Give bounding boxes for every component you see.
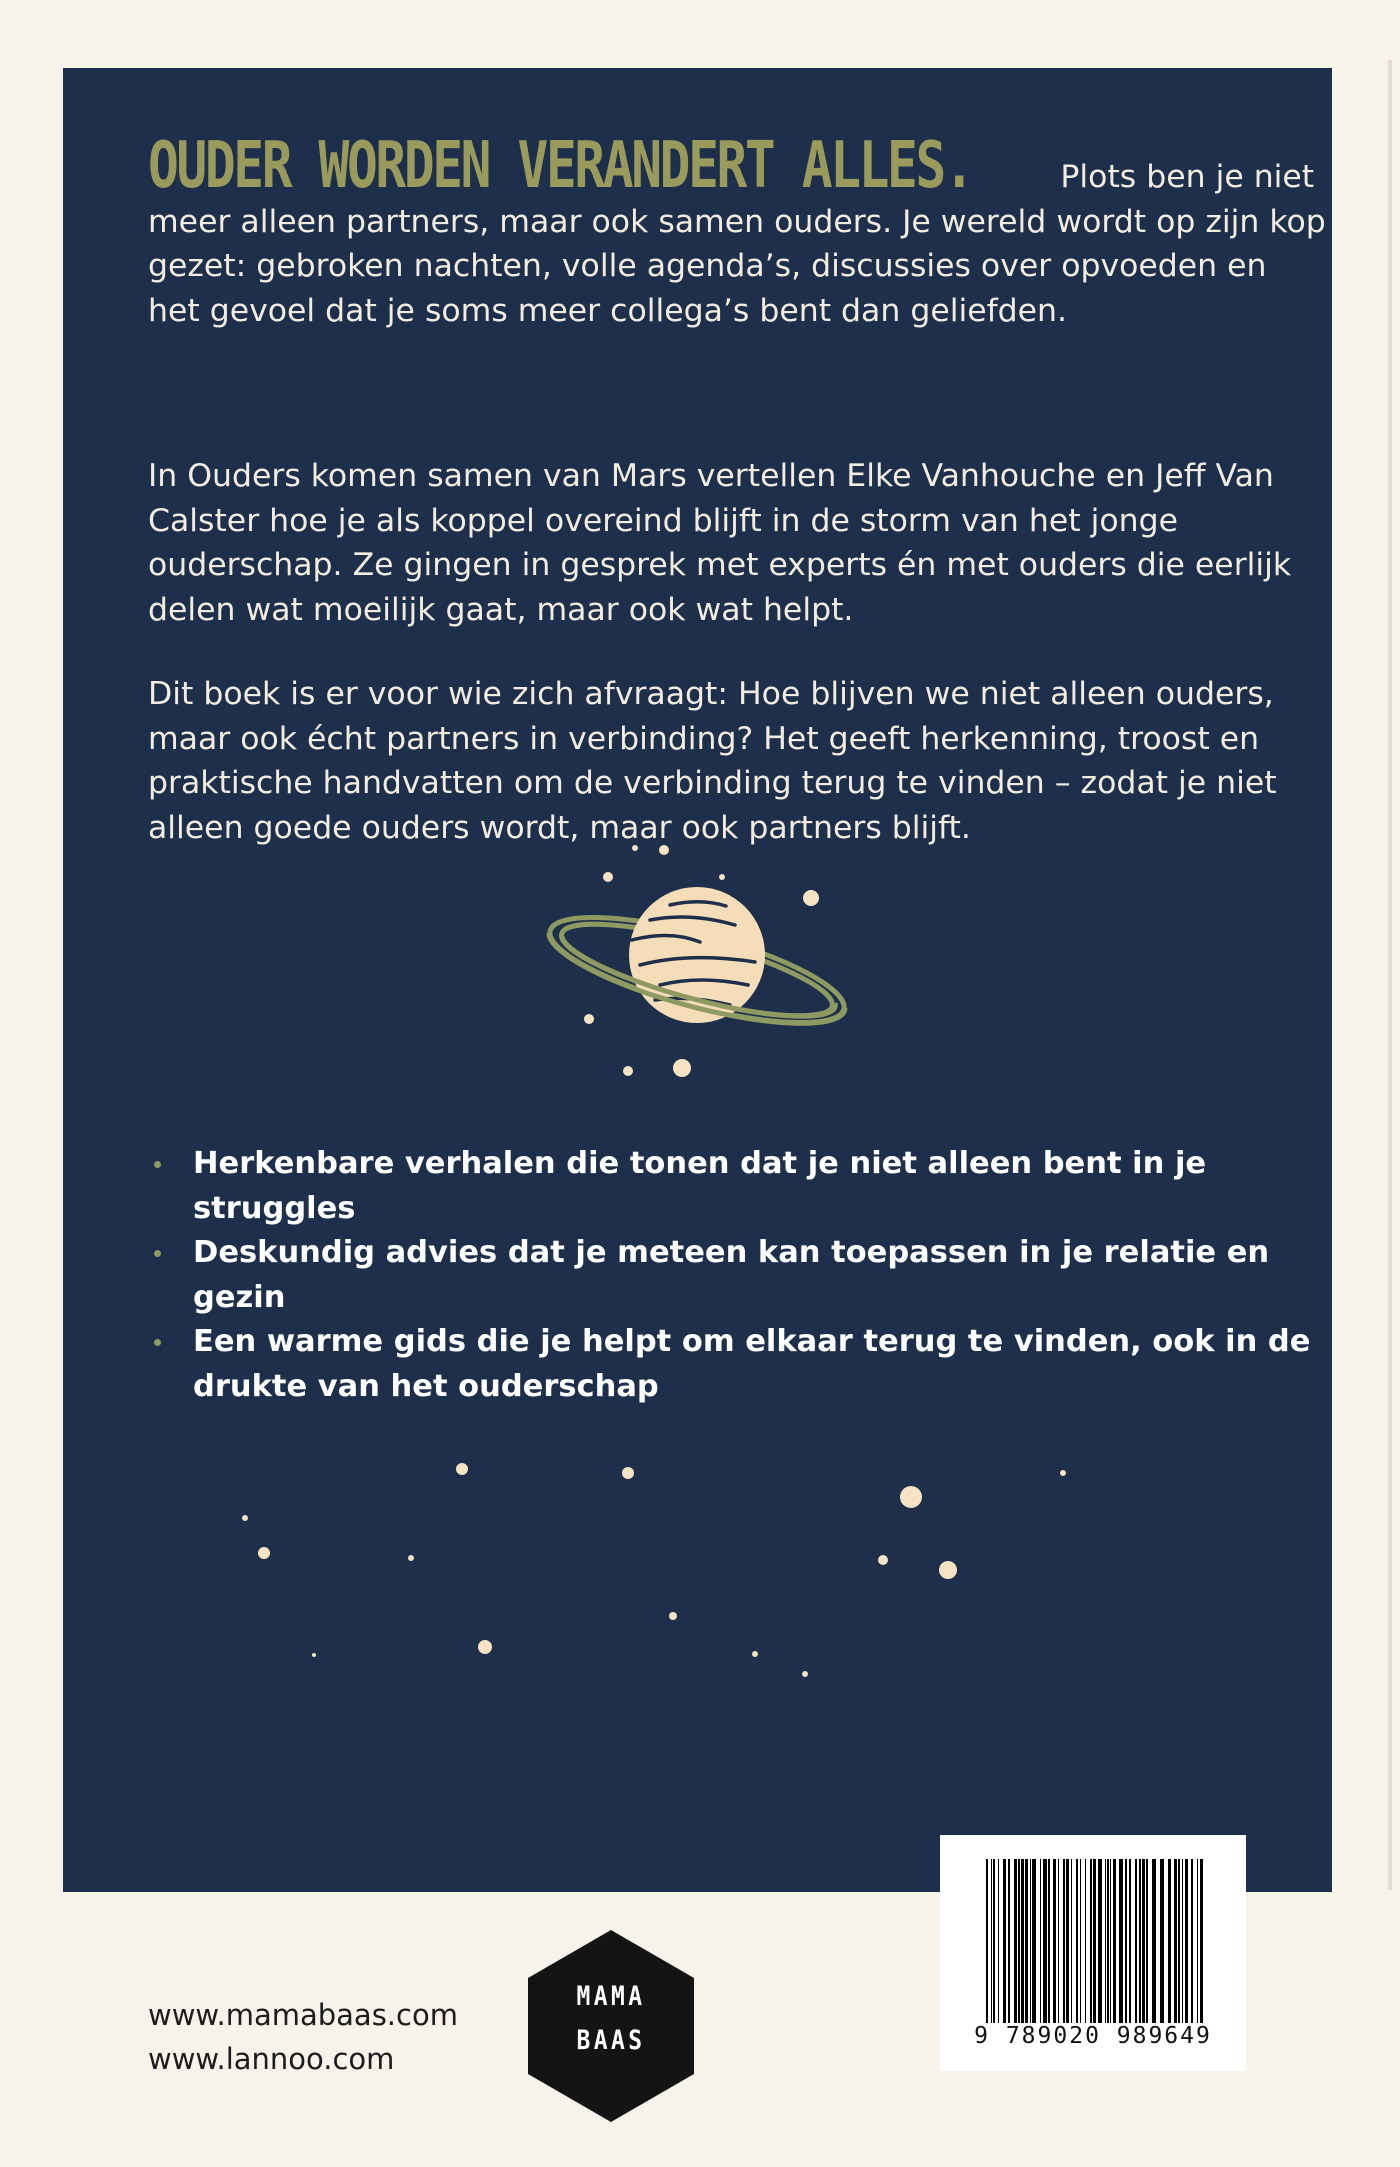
isbn-barcode: [940, 1835, 1246, 2071]
stars-bottom: [242, 1463, 1066, 1677]
list-item: Herkenbare verhalen die tonen dat je niet alleen bent in je struggles: [148, 1142, 1328, 1231]
website-links: [148, 1993, 458, 2081]
url-mamabaas[interactable]: www.mamabaas.com: [148, 1998, 458, 2032]
headline: OUDER WORDEN VERANDERT ALLES.: [148, 129, 973, 203]
list-item: Deskundig advies dat je meteen kan toepassen in je relatie en gezin: [148, 1231, 1328, 1320]
mamabaas-logo: [528, 1930, 694, 2122]
intro-text: Plots ben je niet meer alleen partners, maar ook samen ouders. Je wereld wordt op zijn kop gezet: gebroken nachten, volle agenda’s, discussies over opvoeden en het gevoel dat je soms meer collega’s bent dan geliefden.: [148, 159, 1326, 329]
body-paragraph-3: Dit boek is er voor wie zich afvraagt: Hoe blijven we niet alleen ouders, maar ook écht partners in verbinding? Het geeft herkenning, troost en praktische handvatten om de verbinding terug te vinden – zodat je niet alleen goede ouders wordt, maar ook partners blijft.: [148, 676, 1277, 846]
list-item: Een warme gids die je helpt om elkaar terug te vinden, ook in de drukte van het ouderschap: [148, 1320, 1328, 1409]
url-lannoo[interactable]: www.lannoo.com: [148, 2042, 395, 2076]
isbn-number: 9 789020 989649: [974, 2023, 1212, 2049]
logo-text: MAMA BAAS: [576, 1981, 646, 2056]
body-paragraph-2: In Ouders komen samen van Mars vertellen Elke Vanhouche en Jeff Van Calster hoe je als koppel overeind blijft in de storm van het jonge ouderschap. Ze gingen in gesprek met experts én met ouders die eerlijk delen wat moeilijk gaat, maar ook wat helpt.: [148, 458, 1292, 628]
